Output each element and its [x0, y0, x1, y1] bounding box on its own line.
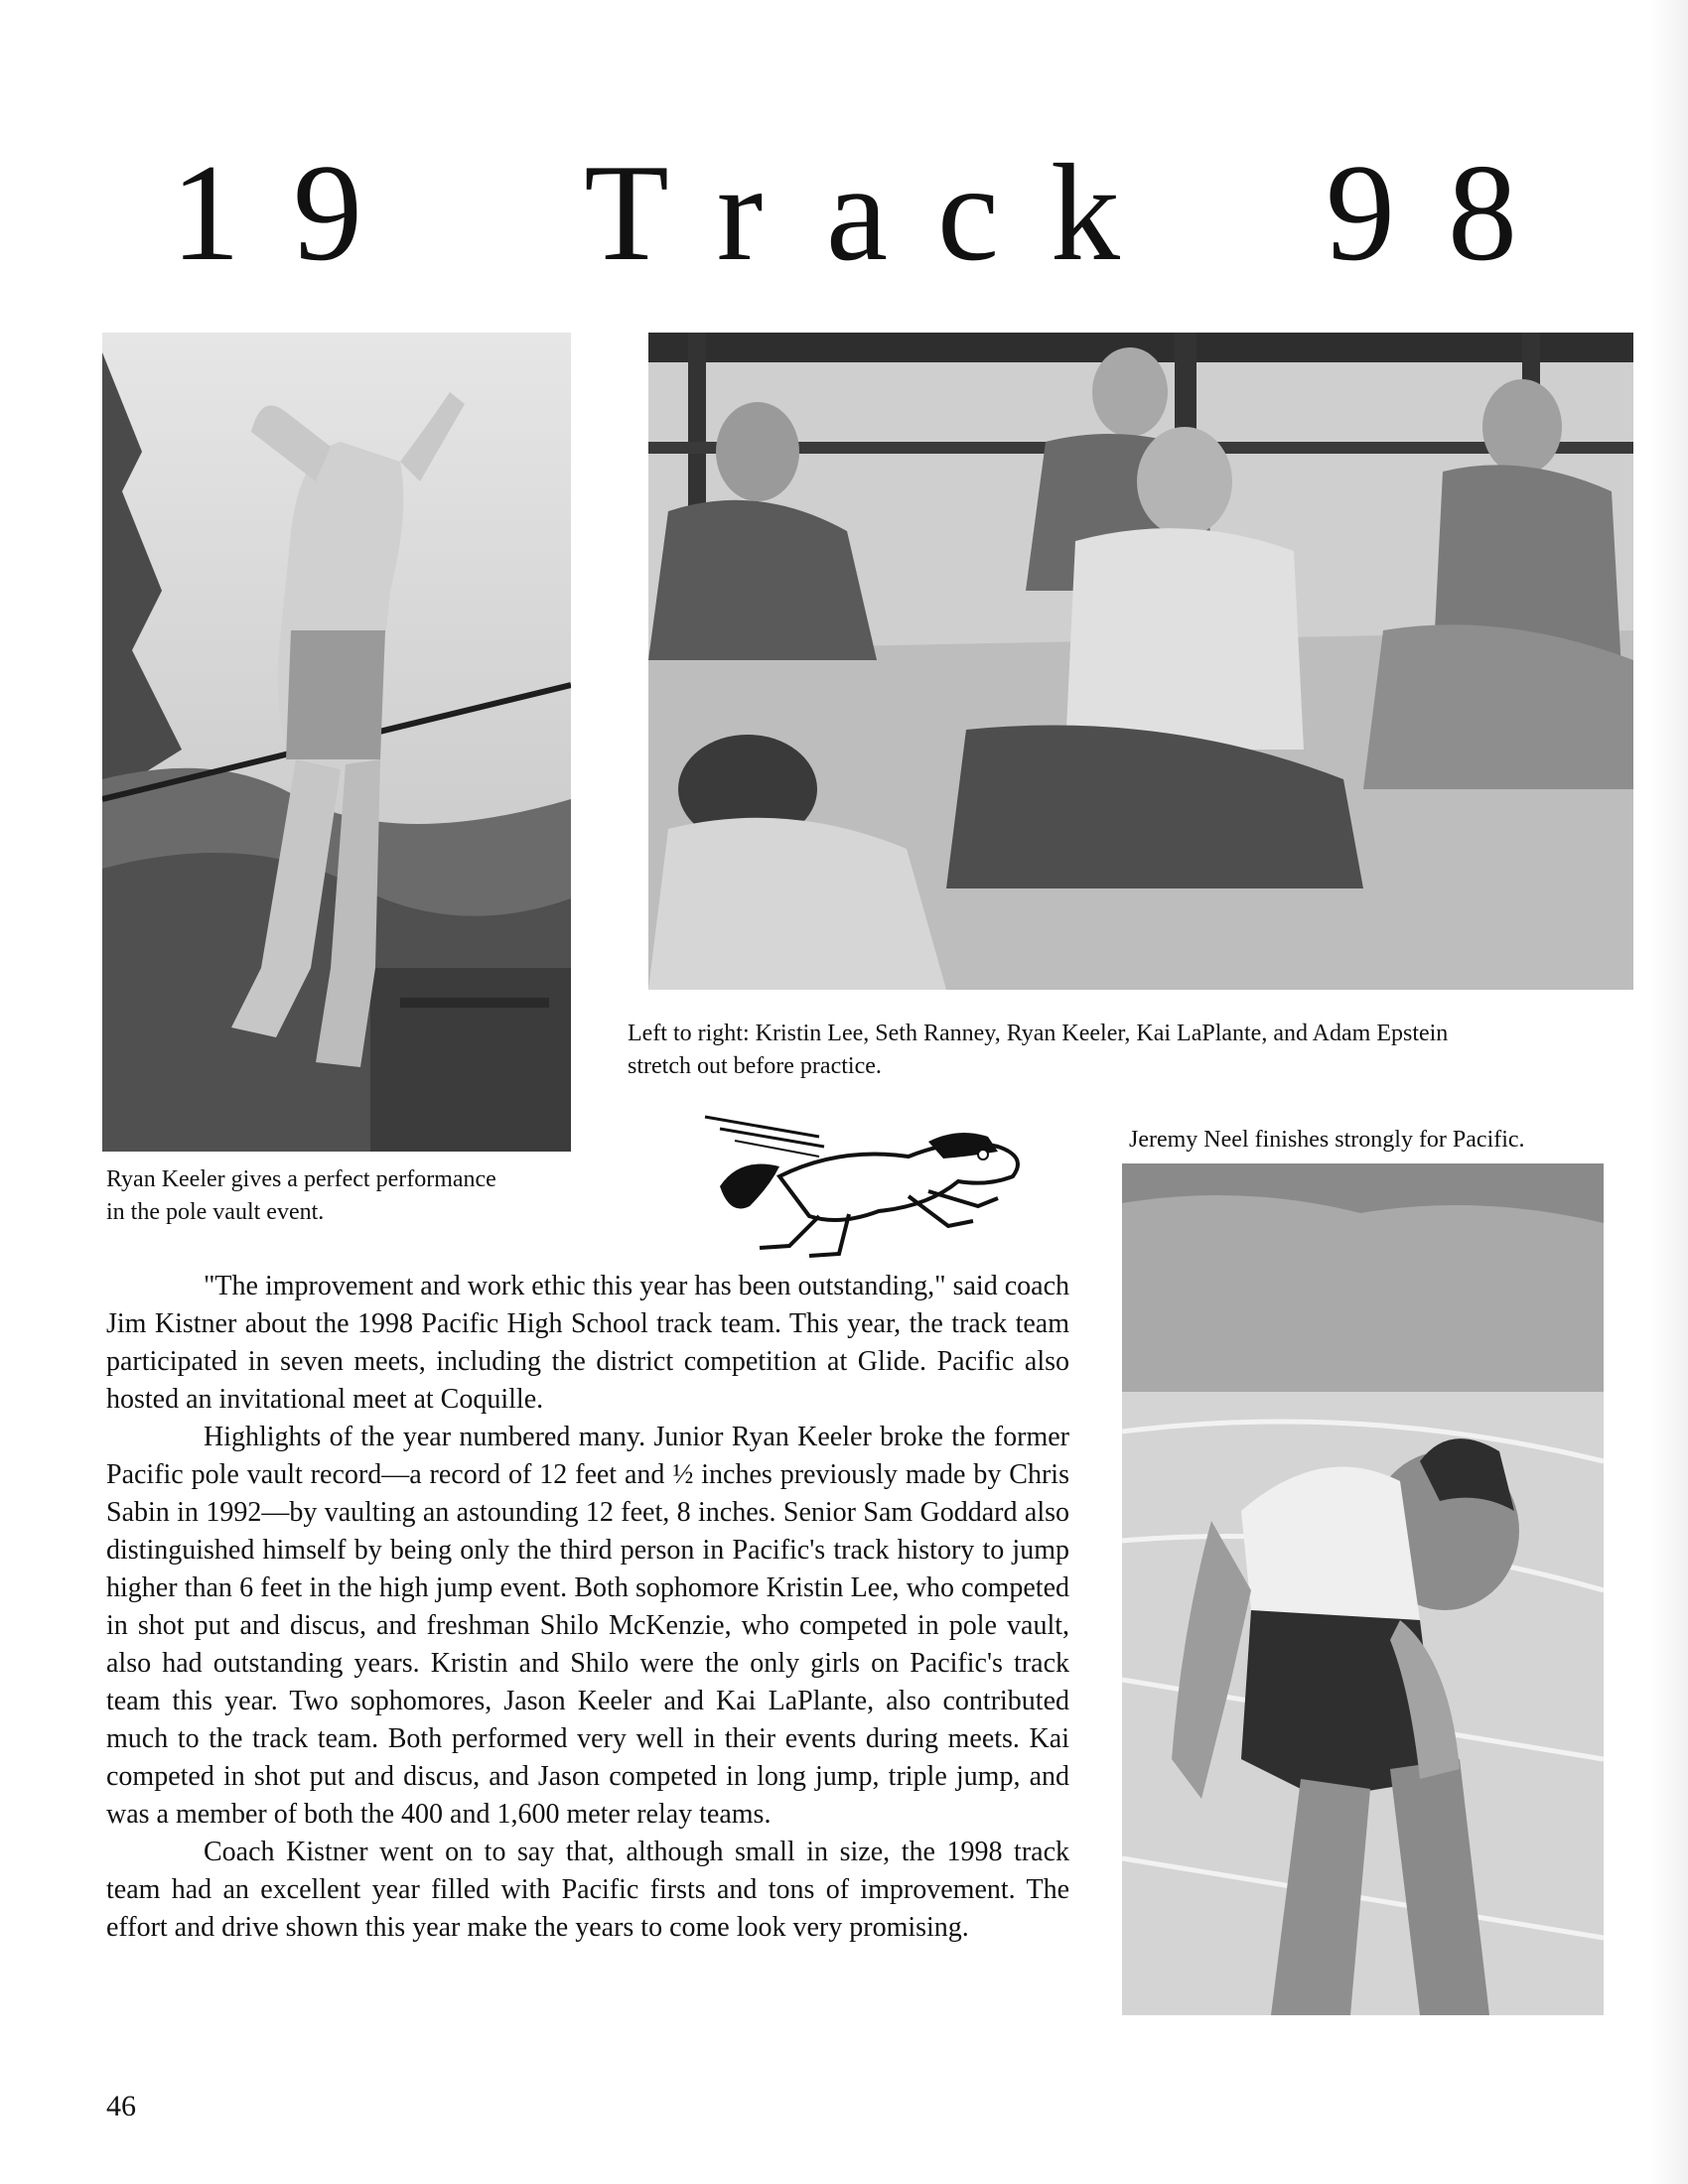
stretching-caption — [628, 1018, 1640, 1083]
title-char: r — [716, 136, 764, 290]
title-char: 9 — [293, 136, 362, 290]
title-char: 9 — [1326, 136, 1395, 290]
title-char: T — [584, 136, 669, 290]
title-char: a — [825, 136, 889, 290]
pirate-mascot-illustration — [700, 1097, 1033, 1261]
runner-finish-photo — [1122, 1163, 1604, 2015]
title-char: k — [1051, 136, 1120, 290]
title-char: 1 — [171, 136, 240, 290]
article-paragraph: Highlights of the year numbered many. Junior Ryan Keeler broke the former Pacific pole vault record—a record of 12 feet and ½ inches previously made by Chris Sabin in 1992—by vaulting an astounding 12 feet, 8 inches. Senior Sam Goddard also distinguished himself by being only the third person in Pacific's track history to jump higher than 6 feet in the high jump event. Both sophomore Kristin Lee, who competed in shot put and discus, and freshman Shilo McKenzie, who competed in pole vault, also had outstanding years. Kristin and Shilo were the only girls on Pacific's track team this year. Two sophomores, Jason Keeler and Kai LaPlante, also contributed much to the track team. Both performed very well in their events during meets. Kai competed in shot put and discus, and Jason competed in long jump, triple jump, and was a member of both the 400 and 1,600 meter relay teams. — [106, 1422, 1069, 1830]
title-char: 8 — [1448, 136, 1517, 290]
pole-vault-photo — [102, 333, 571, 1152]
page-edge-shadow — [1648, 0, 1688, 2184]
pole-vault-caption — [106, 1163, 603, 1229]
article-paragraph: Coach Kistner went on to say that, although small in size, the 1998 track team had an excellent year filled with Pacific firsts and tons of improvement. The effort and drive shown this year make the years to come look very promising. — [106, 1837, 1069, 1943]
caption-line: Left to right: Kristin Lee, Seth Ranney, Ryan Keeler, Kai LaPlante, and Adam Epstein — [628, 1021, 1449, 1046]
caption-line: in the pole vault event. — [106, 1199, 325, 1225]
article-body — [106, 1268, 1069, 1947]
caption-line: Ryan Keeler gives a perfect performance — [106, 1166, 496, 1192]
caption-line: stretch out before practice. — [628, 1053, 882, 1079]
stretching-photo — [648, 333, 1633, 990]
article-paragraph: "The improvement and work ethic this year has been outstanding," said coach Jim Kistner about the 1998 Pacific High School track team. This year, the track team participated in seven meets, including the district competition at Glide. Pacific also hosted an invitational meet at Coquille. — [106, 1271, 1069, 1415]
title-char: c — [936, 136, 1000, 290]
page-number: 46 — [106, 2090, 136, 2122]
runner-caption: Jeremy Neel finishes strongly for Pacific. — [1129, 1127, 1525, 1153]
